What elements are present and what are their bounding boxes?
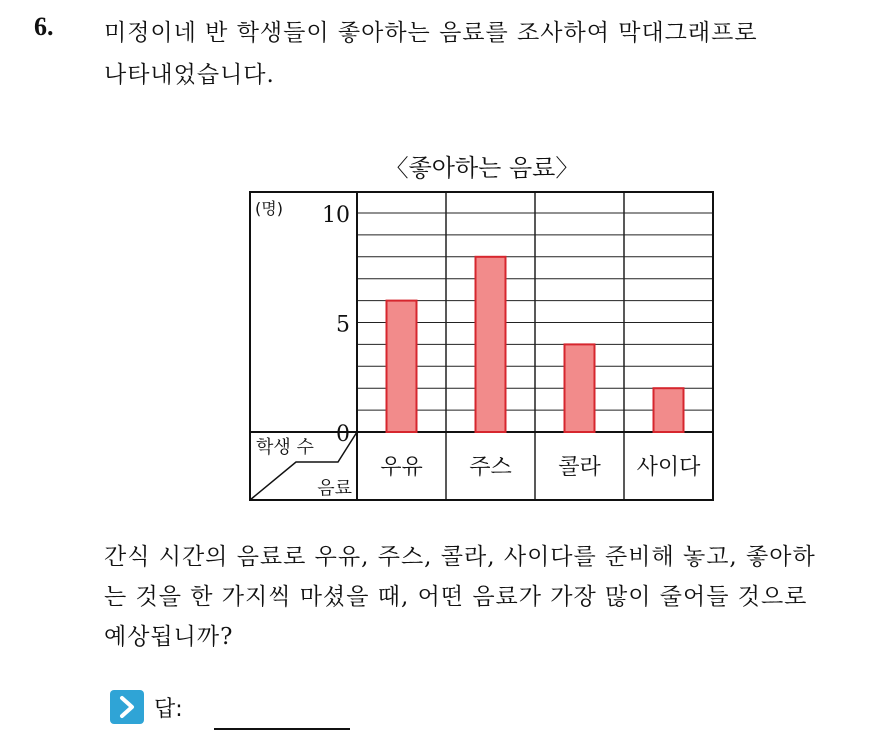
- question-prompt-line: 미정이네 반 학생들이 좋아하는 음료를 조사하여 막대그래프로: [104, 20, 758, 46]
- chart-title: 〈좋아하는 음료〉: [384, 154, 580, 182]
- category-label: 콜라: [558, 455, 601, 480]
- y-tick-label: 5: [336, 312, 350, 338]
- answer-blank[interactable]: [214, 728, 350, 730]
- bar-콜라: [565, 344, 595, 432]
- question-prompt-line: 나타내었습니다.: [104, 62, 275, 88]
- category-label: 주스: [469, 455, 512, 480]
- answer-label: 답:: [154, 697, 183, 722]
- category-label: 우유: [380, 455, 423, 480]
- y-tick-label: 0: [336, 422, 350, 447]
- bar-우유: [387, 301, 417, 432]
- question-body-line: 는 것을 한 가지씩 마셨을 때, 어떤 음료가 가장 많이 줄어들 것으로: [104, 584, 808, 610]
- corner-bottom-label: 음료: [317, 478, 352, 499]
- category-label: 사이다: [636, 455, 701, 480]
- bar-사이다: [654, 388, 684, 432]
- question-body-line: 예상됩니까?: [104, 624, 234, 650]
- corner-top-label: 학생 수: [256, 437, 314, 458]
- bar-주스: [476, 257, 506, 432]
- arrow-right-icon: [110, 690, 144, 724]
- y-tick-label: 10: [322, 203, 350, 228]
- unit-label: (명): [255, 199, 283, 218]
- question-number: 6.: [34, 12, 54, 41]
- question-body-line: 간식 시간의 음료로 우유, 주스, 콜라, 사이다를 준비해 놓고, 좋아하: [104, 544, 816, 570]
